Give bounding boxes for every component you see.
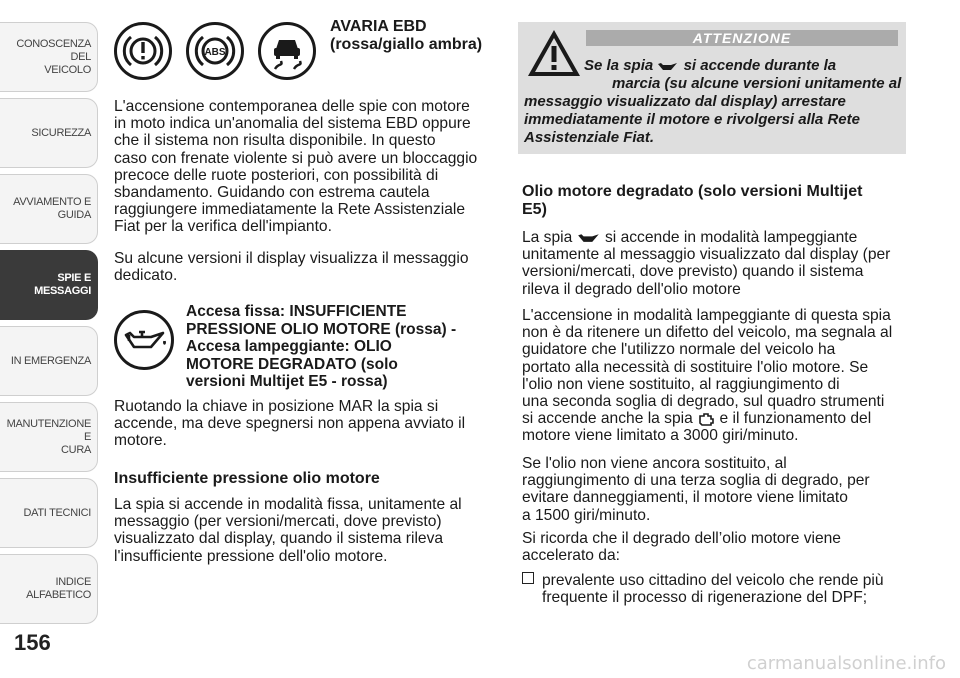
oil-paragraph-2: La spia si accende in modalità fissa, unitamente al messaggio (per versioni/mercati, dove previsto) visualizzato dal display, quando il sistema rileva l'insufficiente pressione dell'olio motore.: [114, 496, 462, 565]
tab-in-emergenza[interactable]: IN EMERGENZA: [0, 326, 98, 396]
page-number: 156: [14, 630, 51, 655]
watermark: carmanualsonline.info: [746, 653, 946, 674]
tab-conoscenza-del-veicolo[interactable]: CONOSCENZA DEL VEICOLO: [0, 22, 98, 92]
tab-avviamento-e-guida[interactable]: AVVIAMENTO E GUIDA: [0, 174, 98, 244]
bullet-list-item: prevalente uso cittadino del veicolo che rende più frequente il processo di rigenerazione del DPF;: [522, 572, 922, 606]
ebd-paragraph-2: Su alcune versioni il display visualizza il messaggio dedicato.: [114, 250, 469, 285]
tab-manutenzione-e-cura[interactable]: MANUTENZIONE E CURA: [0, 402, 98, 472]
warning-triangle-icon: [526, 28, 582, 78]
abs-icon: [186, 22, 244, 80]
tab-dati-tecnici[interactable]: DATI TECNICI: [0, 478, 98, 548]
warning-box: ATTENZIONE Se la spia si accende durante la marcia (su alcune versioni unitamente al messaggio visualizzato dal display) arrestare immediatamente il motore e rivolgersi alla Rete Assistenziale Fiat.: [518, 22, 906, 154]
tab-sicurezza[interactable]: SICUREZZA: [0, 98, 98, 168]
degraded-paragraph-2: L'accensione in modalità lampeggiante di questa spia non è da ritenere un difetto del veicolo, ma segnala al guidatore che l'utilizzo normale del veicolo ha portato alla necessità di sostituire l'olio motore. Se l'olio non viene sostituito, al raggiungimento di una seconda soglia di degrado, sul quadro strumenti si accende anche la spia e il funzionamento del motore viene limitato a 3000 giri/minuto.: [522, 307, 893, 445]
ebd-paragraph-1: L'accensione contemporanea delle spie con motore in moto indica un'anomalia del sistema EBD oppure che il sistema non risulta disponibile. In questo caso con frenate violente si può avere un bloccaggio precoce delle ruote posteriori, con possibilità di sbandamento. Guidando con estrema cautela raggiungere immediatamente la Rete Assistenziale Fiat per la verifica dell'impianto.: [114, 98, 478, 236]
warning-title: ATTENZIONE: [586, 30, 898, 46]
oil-title: Accesa fissa: INSUFFICIENTE PRESSIONE OLIO MOTORE (rossa) - Accesa lampeggiante: OLIO MOTORE DEGRADATO (solo versioni Multijet E5 - rossa): [186, 303, 457, 390]
oil-subhead: Insufficiente pressione olio motore: [114, 470, 380, 487]
warning-line-1: Se la spia si accende durante la: [584, 57, 837, 74]
svg-text:ABS: ABS: [204, 47, 226, 58]
bullet-box-icon: [522, 572, 534, 584]
degraded-paragraph-3: Se l'olio non viene ancora sostituito, al raggiungimento di una terza soglia di degrado, per evitare danneggiamenti, il motore viene limitato a 1500 giri/minuto.: [522, 455, 870, 524]
ebd-title: [330, 18, 482, 54]
engine-check-icon: [697, 412, 715, 427]
oil-can-icon: [114, 310, 174, 370]
ebd-title-line1: AVARIA EBD: [330, 18, 427, 35]
oil-paragraph-1: Ruotando la chiave in posizione MAR la spia si accende, ma deve spegnersi non appena avviato il motore.: [114, 398, 466, 450]
tab-indice-alfabetico[interactable]: INDICE ALFABETICO: [0, 554, 98, 624]
oil-can-icon: [577, 231, 601, 244]
degraded-paragraph-4: Si ricorda che il degrado dell’olio motore viene accelerato da:: [522, 530, 841, 565]
degraded-oil-heading: Olio motore degradato (solo versioni Multijet E5): [522, 183, 863, 218]
degraded-paragraph-1: La spia si accende in modalità lampeggiante unitamente al messaggio visualizzato dal display (per versioni/mercati, dove previsto) quando il sistema rileva il degrado dell'olio motore: [522, 229, 891, 298]
tab-spie-e-messaggi[interactable]: SPIE E MESSAGGI: [0, 250, 98, 320]
brake-warning-icon: [114, 22, 172, 80]
oil-can-icon: [657, 60, 679, 72]
ebd-title-line2: (rossa/giallo ambra): [330, 36, 483, 53]
stability-control-icon: [258, 22, 316, 80]
